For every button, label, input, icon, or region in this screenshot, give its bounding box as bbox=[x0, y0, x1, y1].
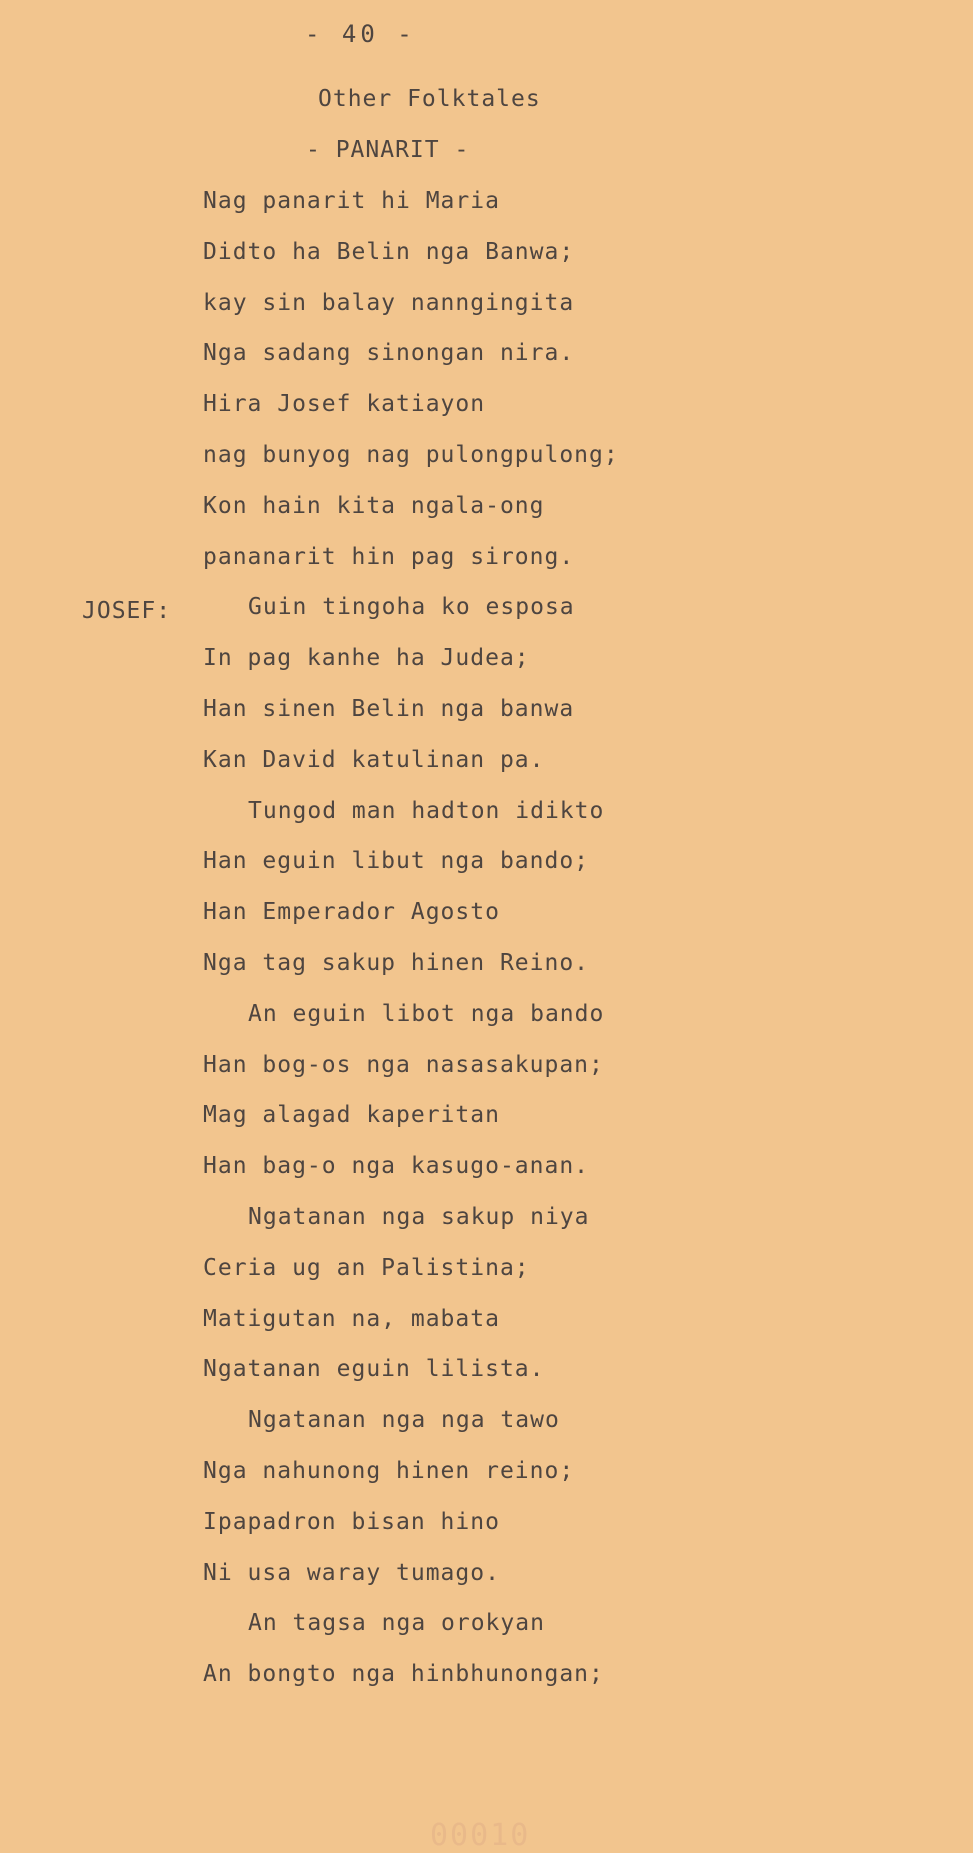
poem-line: Kan David katulinan pa. bbox=[203, 747, 545, 773]
poem-line: Nag panarit hi Maria bbox=[203, 188, 500, 214]
poem-line: Kon hain kita ngala-ong bbox=[203, 493, 545, 519]
page-number: - 40 - bbox=[305, 20, 416, 48]
poem-title: - PANARIT - bbox=[306, 137, 470, 163]
poem-line: An tagsa nga orokyan bbox=[248, 1610, 545, 1636]
poem-line: Ipapadron bisan hino bbox=[203, 1509, 500, 1535]
poem-line: Han bog-os nga nasasakupan; bbox=[203, 1052, 604, 1078]
poem-line: Han sinen Belin nga banwa bbox=[203, 696, 575, 722]
poem-line: Han bag-o nga kasugo-anan. bbox=[203, 1153, 590, 1179]
poem-line: In pag kanhe ha Judea; bbox=[203, 645, 530, 671]
poem-line: Ngatanan nga nga tawo bbox=[248, 1407, 560, 1433]
poem-line: nag bunyog nag pulongpulong; bbox=[203, 442, 619, 468]
archive-stamp: 00010 bbox=[430, 1818, 531, 1853]
poem-line: Ceria ug an Palistina; bbox=[203, 1255, 530, 1281]
page-title: Other Folktales bbox=[318, 86, 541, 112]
poem-line: Han Emperador Agosto bbox=[203, 899, 500, 925]
poem-line: An bongto nga hinbhunongan; bbox=[203, 1661, 604, 1687]
speaker-label: JOSEF: bbox=[82, 598, 172, 624]
poem-line: Nga sadang sinongan nira. bbox=[203, 340, 575, 366]
poem-line: Tungod man hadton idikto bbox=[248, 798, 605, 824]
poem-line: Guin tingoha ko esposa bbox=[248, 594, 575, 620]
poem-line: Matigutan na, mabata bbox=[203, 1306, 500, 1332]
poem-line: Mag alagad kaperitan bbox=[203, 1102, 500, 1128]
poem-line: Han eguin libut nga bando; bbox=[203, 848, 590, 874]
poem-line: Nga nahunong hinen reino; bbox=[203, 1458, 575, 1484]
poem-line: An eguin libot nga bando bbox=[248, 1001, 605, 1027]
poem-line: kay sin balay nanngingita bbox=[203, 290, 575, 316]
poem-line: Hira Josef katiayon bbox=[203, 391, 486, 417]
poem-line: Nga tag sakup hinen Reino. bbox=[203, 950, 590, 976]
poem-line: Didto ha Belin nga Banwa; bbox=[203, 239, 575, 265]
poem-line: Ni usa waray tumago. bbox=[203, 1560, 500, 1586]
poem-line: Ngatanan nga sakup niya bbox=[248, 1204, 590, 1230]
poem-line: pananarit hin pag sirong. bbox=[203, 544, 575, 570]
poem-line: Ngatanan eguin lilista. bbox=[203, 1356, 545, 1382]
